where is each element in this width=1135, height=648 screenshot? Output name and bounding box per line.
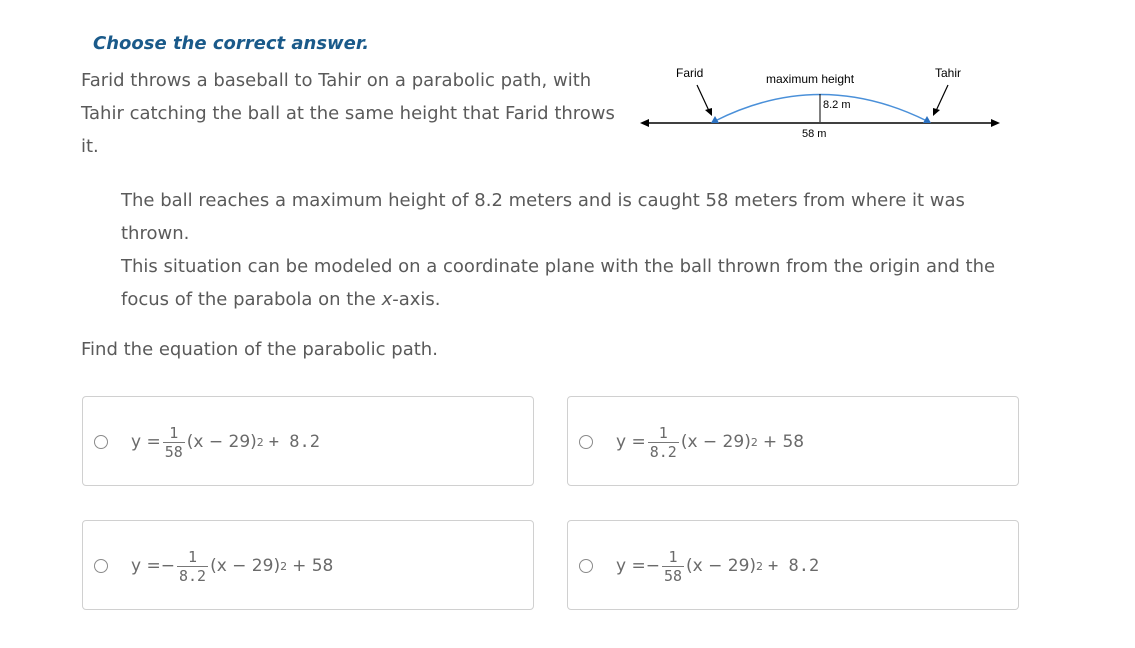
farid-arrow [697,85,710,113]
parabola-path [715,95,927,122]
radio-button[interactable] [94,559,108,573]
details-line-2: This situation can be modeled on a coordinate plane with the ball thrown from the origin and the focus of the parabola on the x-axis. [121,256,996,310]
fraction: $\frac{1}{58}$ [663,547,683,585]
height-label: 8.2 m [823,99,851,111]
fraction: $\frac{1}{58}$ [164,423,183,461]
answer-option-d[interactable] [567,520,1019,610]
left-arrowhead [640,119,649,127]
farid-label: Farid [676,66,704,80]
right-arrowhead [991,119,1000,127]
answer-option-c[interactable] [82,520,534,610]
fraction: $\frac{1}{8.2}$ [649,423,677,461]
fraction: $\frac{1}{8.2}$ [178,547,207,585]
equation: y = − $\frac{1}{8.2}$ (x − 29) 2 + 58 [131,547,334,585]
details-line-1: The ball reaches a maximum height of 8.2 meters and is caught 58 meters from where it was thrown. [121,190,965,244]
answer-option-b[interactable] [567,396,1019,486]
answer-option-a[interactable] [82,396,534,486]
radio-button[interactable] [579,435,593,449]
equation: y = $\frac{1}{58}$ (x − 29) 2 + 8.2 [131,423,320,461]
distance-label: 58 m [802,128,827,140]
parabola-diagram [635,58,1005,148]
tahir-arrow [935,85,948,113]
instruction-heading: Choose the correct answer. [93,33,370,54]
intro-text: Farid throws a baseball to Tahir on a parabolic path, with Tahir catching the ball at the same height that Farid throws it. [81,70,615,157]
problem-details [121,184,1021,316]
tahir-label: Tahir [935,66,962,80]
equation: y = $\frac{1}{8.2}$ (x − 29) 2 + 58 [616,423,805,461]
max-height-label: maximum height [766,72,855,86]
question-prompt: Find the equation of the parabolic path. [81,339,438,360]
equation: y = − $\frac{1}{58}$ (x − 29) 2 + 8.2 [616,547,820,585]
radio-button[interactable] [94,435,108,449]
radio-button[interactable] [579,559,593,573]
